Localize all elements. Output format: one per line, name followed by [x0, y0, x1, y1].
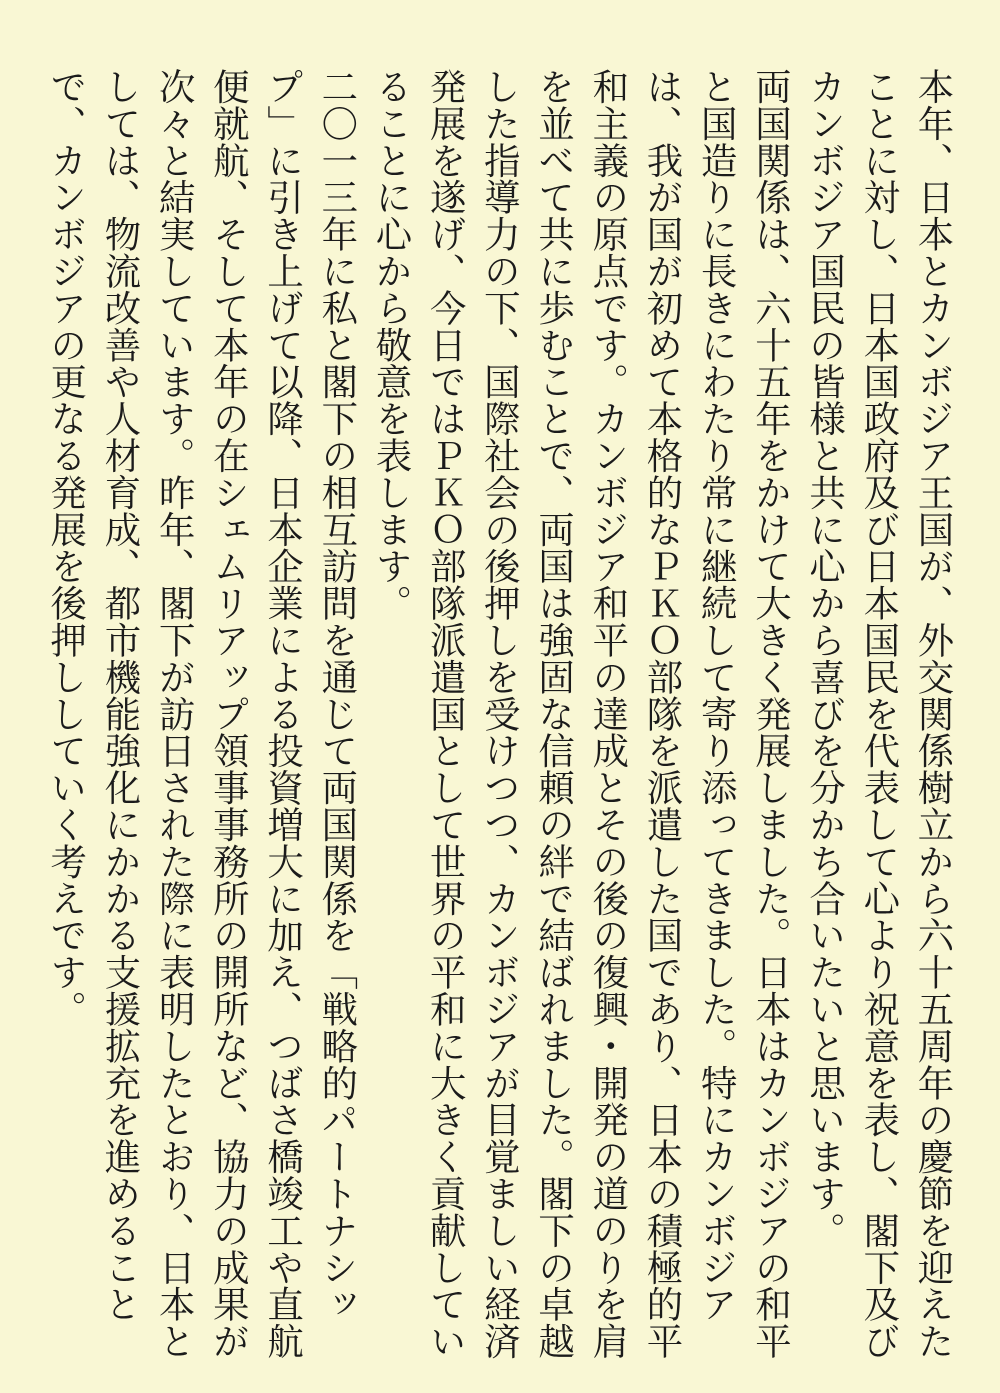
letter-page: [40, 68, 960, 1368]
paragraph-congratulations: 本年、日本とカンボジア王国が、外交関係樹立から六十五周年の慶節を迎えたことに対し、日本国政府及び日本国民を代表して心より祝意を表し、閣下及びカンボジア国民の皆様と共に心から喜びを分かち合いたいと思います。: [803, 68, 955, 1360]
letter-body: [40, 68, 960, 1368]
paragraph-bilateral-relations: 両国関係は、六十五年をかけて大きく発展しました。日本はカンボジアの和平と国造りに長きにわたり常に継続して寄り添ってきました。特にカンボジアは、我が国が初めて本格的なＰＫＯ部隊を派遣した国であり、日本の積極的平和主義の原点です。カンボジア和平の達成とその後の復興・開発の道のりを肩を並べて共に歩むことで、両国は強固な信頼の絆で結ばれました。閣下の卓越した指導力の下、国際社会の後押しを受けつつ、カンボジアが目覚ましい経済発展を遂げ、今日ではＰＫＯ部隊派遣国として世界の平和に大きく貢献していることに心から敬意を表します。: [369, 68, 793, 1360]
paragraph-strategic-partnership: 二〇一三年に私と閣下の相互訪問を通じて両国関係を「戦略的パートナシップ」に引き上げて以降、日本企業による投資増大に加え、つばさ橋竣工や直航便就航、そして本年の在シェムリアップ領事事務所の開所など、協力の成果が次々と結実しています。昨年、閣下が訪日された際に表明したとおり、日本としては、物流改善や人材育成、都市機能強化にかかる支援拡充を進めることで、カンボジアの更なる発展を後押ししていく考えです。: [44, 68, 359, 1360]
